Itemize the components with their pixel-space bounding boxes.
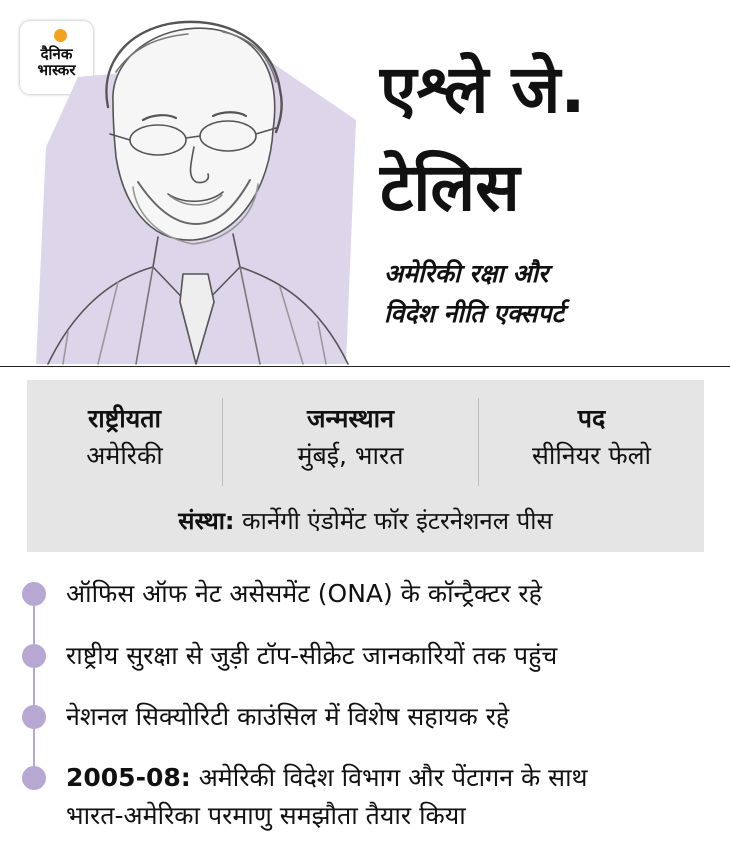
organization-row xyxy=(27,504,704,538)
timeline-bullet-icon xyxy=(22,766,46,790)
portrait-illustration xyxy=(18,12,363,367)
info-column-position xyxy=(479,403,704,478)
profile-name-line-2: टेलिस xyxy=(380,149,520,226)
info-label: पद xyxy=(577,404,606,433)
profile-name-line-1: एश्ले जे. xyxy=(380,51,586,128)
timeline-text-line-1: अमेरिकी विदेश विभाग और पेंटागन के साथ xyxy=(198,763,588,792)
organization-value: कार्नेगी एंडोमेंट फॉर इंटरनेशनल पीस xyxy=(242,507,553,535)
info-box xyxy=(27,380,704,552)
subtitle-line-2: विदेश नीति एक्सपर्ट xyxy=(384,299,565,328)
logo-line-2: भास्कर xyxy=(37,60,76,79)
logo-line-1: दैनिक xyxy=(40,44,73,63)
info-label: जन्मस्थान xyxy=(306,404,394,433)
timeline-item: राष्ट्रीय सुरक्षा से जुड़ी टॉप-सीक्रेट जानकारियों तक पहुंच xyxy=(66,641,558,670)
info-value: मुंबई, भारत xyxy=(297,441,404,470)
info-value: सीनियर फेलो xyxy=(531,441,652,470)
subtitle-line-1: अमेरिकी रक्षा और xyxy=(384,259,549,288)
info-column-birthplace xyxy=(223,403,478,478)
timeline-bullet-icon xyxy=(22,705,46,729)
organization-label: संस्था: xyxy=(178,507,235,535)
timeline-line xyxy=(33,592,35,776)
timeline-item: नेशनल सिक्योरिटी काउंसिल में विशेष सहायक रहे xyxy=(66,702,510,731)
timeline-bullet-icon xyxy=(22,644,46,668)
timeline-item xyxy=(66,759,588,835)
timeline-item: ऑफिस ऑफ नेट असेसमेंट (ONA) के कॉन्ट्रैक्टर रहे xyxy=(66,579,542,608)
info-value: अमेरिकी xyxy=(86,441,163,470)
timeline-bullet-icon xyxy=(22,582,46,606)
info-column-nationality xyxy=(27,403,222,478)
profile-subtitle xyxy=(384,254,564,334)
timeline-year: 2005-08: xyxy=(66,763,191,792)
timeline-text-line-2: भारत-अमेरिका परमाणु समझौता तैयार किया xyxy=(66,801,466,830)
section-divider xyxy=(0,366,730,367)
info-label: राष्ट्रीयता xyxy=(87,404,161,433)
